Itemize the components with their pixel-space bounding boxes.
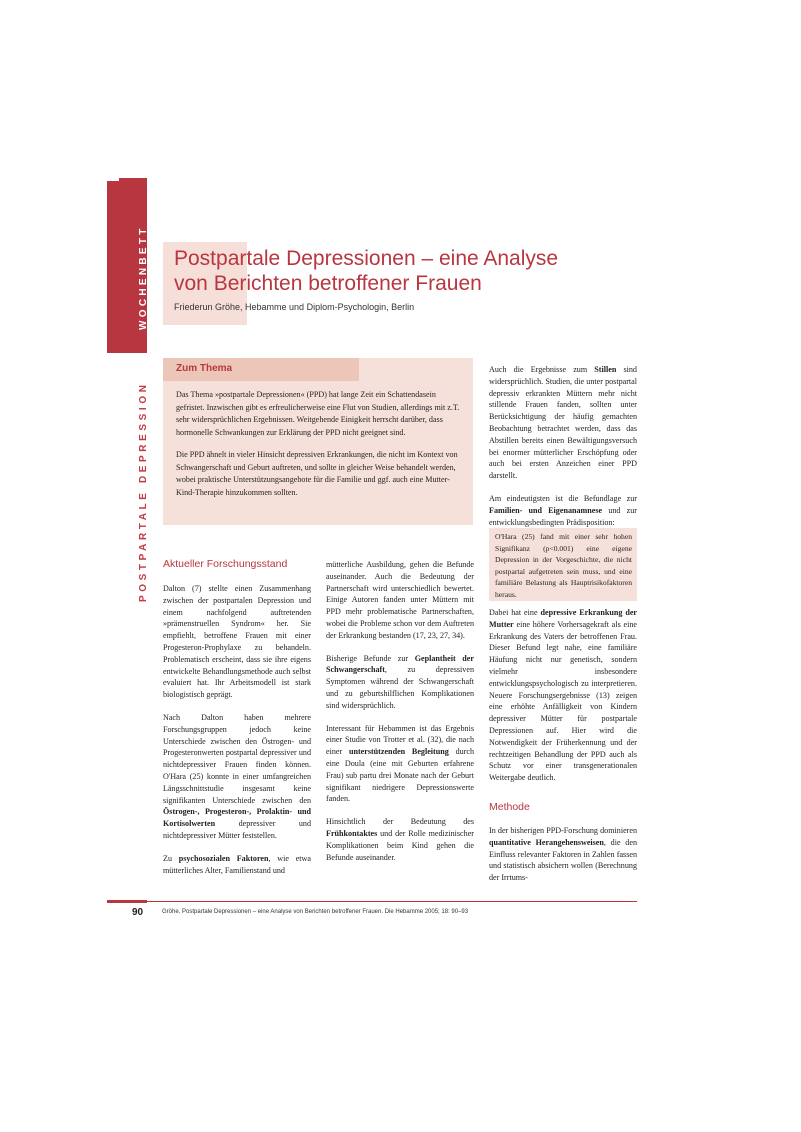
footer-rule [147,901,637,902]
zum-thema-heading: Zum Thema [176,363,233,374]
emphasis: quantitative Herangehensweisen [489,837,604,847]
emphasis: depressive Erkrankung der Mutter [489,608,638,629]
column-1 [163,583,311,887]
title-line-2: von Berichten betroffener Frauen [174,272,482,295]
emphasis: Frühkontaktes [326,828,378,838]
zum-thema-paragraph-2: Die PPD ähnelt in vieler Hinsicht depressiven Erkrankungen, die nicht im Kontext von Schwangerschaft und Geburt auftreten, und sollte in gleicher Weise behandelt werden, wobei praktische Unterstützungsangebote für die Familie und ggf. auch eine Mutter-Kind-Therapie hinzukommen sollten. [176,450,458,497]
column-3-middle [489,607,637,795]
highlight-quote-text: O'Hara (25) fand mit einer sehr hohen Signifikanz (p<0.001) eine eigene Depression in der Vorgeschichte, die nicht postpartal aufgetreten sein muss, und eine familiäre Belastung als Hauptrisikofaktoren heraus. [495,532,632,599]
section-label: WOCHENBETT [138,225,149,330]
author-line: Friederun Gröhe, Hebamme und Diplom-Psychologin, Berlin [174,302,415,312]
col1-paragraph-3: Zu psychosozialen Faktoren, wie etwa mütterliches Alter, Familienstand und [163,853,311,875]
emphasis: Östrogen-, Progesteron-, Prolaktin- und Kortisolwerten [163,807,311,829]
emphasis: psychosozialen Faktoren [178,853,269,863]
column-3-bottom [489,825,637,895]
column-3-top [489,364,637,539]
highlight-quote-box [489,528,637,601]
col3-paragraph-2: Am eindeutigsten ist die Befundlage zur Familien- und Eigenanamnese und zur entwicklungsbedingten Prädisposition: [489,493,637,527]
footer-rule-accent [107,900,147,903]
col2-paragraph-2: Bisherige Befunde zur Geplantheit der Schwangerschaft, zu depressiven Symptomen während der Schwangerschaft und zu geburtshilflichen Komplikationen sind widersprüchlich. [326,653,474,710]
footer-citation: Gröhe, Postpartale Depressionen – eine Analyse von Berichten betroffener Frauen. Die Hebamme 2005; 18: 90–93 [162,909,469,915]
emphasis: Stillen [594,365,617,374]
emphasis: Geplantheit der Schwangerschaft [326,653,474,675]
topic-label: POSTPARTALE DEPRESSION [138,381,149,602]
emphasis: Familien- und Eigenanamnese [489,505,603,515]
article-title [174,246,558,296]
page-number: 90 [132,907,144,918]
col1-paragraph-2: Nach Dalton haben mehrere Forschungsgruppen jedoch keine Unterschiede zwischen den Östrogen- und Progesteronwerten postpartal depressiver und nichtdepressiver Frauen finden können. O'Hara (25) konnte in einer umfangreichen Längsschnittstudie insgesamt keine signifikanten Unterschiede zwischen den Östrogen-, Progesteron-, Prolaktin- und Kortisolwerten depressiver und nichtdepressiver Mütter feststellen. [163,712,311,840]
zum-thema-paragraph-1: Das Thema »postpartale Depressionen« (PPD) hat lange Zeit ein Schattendasein gefristet. Inzwischen gibt es erfreulicherweise eine Flut von Studien, allerdings mit z.T. sehr widersprüchlichen Ergebnissen. Weitgehende Einigkeit herrscht darüber, dass hormonelle Schwankungen zur Erklärung der PPD nicht geeignet sind. [176,390,460,437]
col2-paragraph-4: Hinsichtlich der Bedeutung des Frühkontaktes und der Rolle medizinischer Komplikationen beim Kind gehen die Befunde auseinander. [326,817,474,862]
title-line-1: Postpartale Depressionen – eine Analyse [174,247,559,270]
zum-thema-text [176,389,461,509]
emphasis: unterstützenden Begleitung [348,747,449,757]
sidebar-notch [107,178,119,181]
section-heading-forschungsstand: Aktueller Forschungsstand [163,558,288,570]
section-heading-methode: Methode [489,801,530,813]
col2-paragraph-1: mütterliche Ausbildung, gehen die Befunde auseinander. Auch die Bedeutung der Partnerschaft wird unterschiedlich bewertet. Einige Autoren fanden unter Müttern mit PPD mehr problematische Partnerschaften, wobei die Probleme schon vor dem Auftreten der Erkrankung bestanden (17, 23, 27, 34). [326,560,474,640]
col3-paragraph-1: Auch die Ergebnisse zum Stillen sind widersprüchlich. Studien, die unter postpartal depressiv erkrankten Müttern mehr nicht stillende Frauen fanden, sollten unter Berücksichtigung der häufig gemachten Beobachtung betrachtet werden, dass das Abstillen bereits einen Bewältigungsversuch bei enormer mütterlicher Erschöpfung oder auch bei ersten Anzeichen einer PPD darstellt. [489,365,637,481]
col1-paragraph-1: Dalton (7) stellte einen Zusammenhang zwischen der postpartalen Depression und einem nachfolgend auftretenden »prämenstruellen Syndrom« her. Sie empfiehlt, betroffene Frauen mit einer Progesteron-Prophylaxe zu behandeln. Problematisch erscheint, dass sie ihre eigens entwickelte Behandlungsmethode auch selbst evaluiert hat. Ihr Arbeitsmodell ist stark biologistisch geprägt. [163,584,311,700]
col3-paragraph-4: In der bisherigen PPD-Forschung dominieren quantitative Herangehensweisen, die den Einfluss relevanter Faktoren in Zahlen fassen und statistisch absichern wollen (Berechnung der Irrtums- [489,826,637,883]
zum-thema-box [163,358,473,525]
column-2 [326,559,474,874]
col3-paragraph-3: Dabei hat eine depressive Erkrankung der Mutter eine höhere Vorhersagekraft als eine Erkrankung des Vaters der betroffenen Frau. Dieser Befund legt nahe, eine familiäre Häufung nicht nur genetisch, sondern vielmehr insbesondere entwicklungspsychologisch zu interpretieren. Neuere Forschungsergebnisse (13) zeigen eine erhöhte Anfälligkeit von Kindern depressiver Mütter für postpartale Depressionen auf. Hier wird die Notwendigkeit der Früherkennung und der rechtzeitigen Behandlung der PPD auch als Schutz vor einer transgenerationalen Weitergabe deutlich. [489,608,638,783]
col2-paragraph-3: Interessant für Hebammen ist das Ergebnis einer Studie von Trotter et al. (32), die nach einer unterstützenden Begleitung durch eine Doula (eine mit Geburten erfahrene Frau) sub partu drei Monate nach der Geburt signifikant niedrigere Depressionswerte fanden. [326,723,475,804]
